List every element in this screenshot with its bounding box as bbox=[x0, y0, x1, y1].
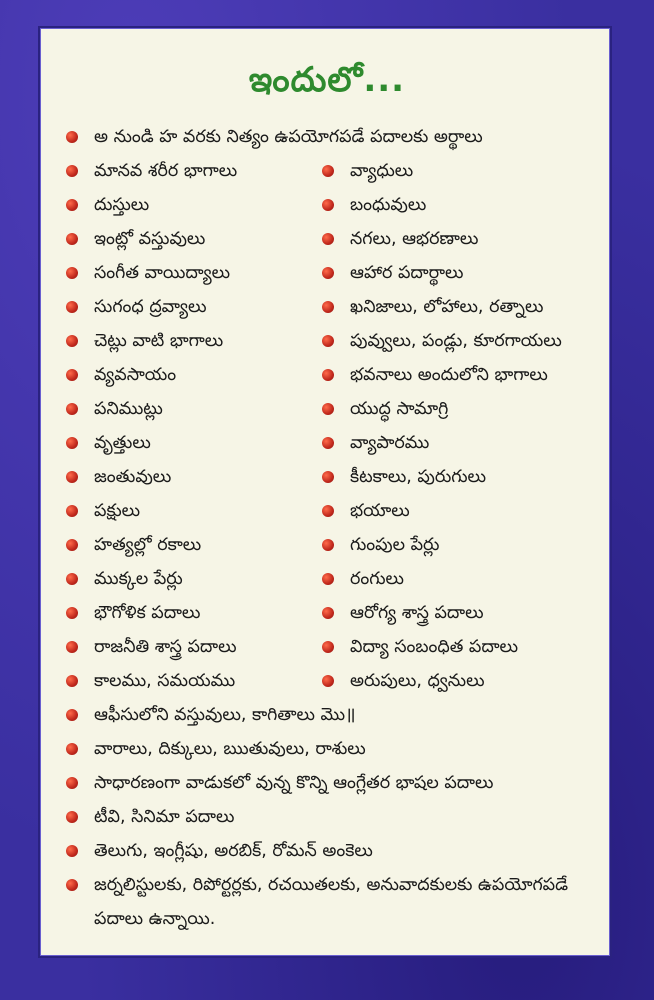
list-item-label: ముక్కల పేర్లు bbox=[94, 569, 183, 589]
list-item bbox=[66, 160, 237, 190]
list-item bbox=[322, 364, 548, 394]
list-item bbox=[322, 398, 448, 428]
list-item bbox=[322, 466, 486, 496]
bullet-icon bbox=[66, 845, 78, 857]
list-item-label: రాజనీతి శాస్త్ర పదాలు bbox=[94, 637, 237, 657]
bullet-icon bbox=[66, 471, 78, 483]
list-item bbox=[66, 738, 366, 768]
list-item bbox=[66, 262, 230, 292]
bullet-icon bbox=[66, 505, 78, 517]
list-item bbox=[66, 704, 356, 734]
bullet-icon bbox=[322, 539, 334, 551]
list-item-label: గుంపుల పేర్లు bbox=[350, 535, 440, 555]
bullet-icon bbox=[322, 437, 334, 449]
list-item bbox=[322, 330, 562, 360]
bullet-icon bbox=[66, 607, 78, 619]
bullet-icon bbox=[66, 675, 78, 687]
list-item bbox=[66, 636, 237, 666]
bullet-icon bbox=[66, 539, 78, 551]
list-item-label: ఖనిజాలు, లోహాలు, రత్నాలు bbox=[350, 297, 544, 317]
list-item-label: అరుపులు, ధ్వనులు bbox=[350, 671, 485, 691]
list-item-label: పక్షులు bbox=[94, 501, 141, 521]
bullet-icon bbox=[66, 165, 78, 177]
list-item bbox=[66, 874, 584, 944]
list-item bbox=[66, 296, 207, 326]
bullet-icon bbox=[66, 709, 78, 721]
bullet-icon bbox=[66, 811, 78, 823]
list-item bbox=[322, 262, 464, 292]
list-item bbox=[322, 432, 429, 462]
bullet-icon bbox=[322, 471, 334, 483]
list-item-label: పువ్వులు, పండ్లు, కూరగాయలు bbox=[350, 331, 562, 351]
list-item-label: సుగంధ ద్రవ్యాలు bbox=[94, 297, 207, 317]
bullet-icon bbox=[66, 267, 78, 279]
bullet-icon bbox=[66, 879, 78, 891]
bullet-icon bbox=[66, 233, 78, 245]
list-item bbox=[66, 126, 483, 156]
list-item-label: వ్యాధులు bbox=[350, 161, 414, 181]
list-item-label: నగలు, ఆభరణాలు bbox=[350, 229, 479, 249]
list-item-label: కాలము, సమయము bbox=[94, 671, 236, 691]
list-item-label: జంతువులు bbox=[94, 467, 172, 487]
list-item-label: రంగులు bbox=[350, 569, 404, 589]
list-item-label: భయాలు bbox=[350, 501, 410, 521]
list-item bbox=[322, 602, 484, 632]
bullet-icon bbox=[66, 743, 78, 755]
list-item-label: యుద్ధ సామాగ్రి bbox=[350, 399, 449, 419]
bullet-icon bbox=[322, 607, 334, 619]
list-item-label: దుస్తులు bbox=[94, 195, 150, 215]
list-item-label: భౌగోళిక పదాలు bbox=[94, 603, 201, 623]
list-item-label: హత్యల్లో రకాలు bbox=[94, 535, 202, 555]
bullet-icon bbox=[66, 335, 78, 347]
list-item-label: భవనాలు అందులోని భాగాలు bbox=[350, 365, 548, 385]
list-item-label: చెట్లు వాటి భాగాలు bbox=[94, 331, 224, 351]
list-item bbox=[66, 228, 205, 258]
list-item-label: తెలుగు, ఇంగ్లీషు, అరబిక్, రోమన్ అంకెలు bbox=[94, 841, 373, 861]
list-item bbox=[66, 772, 493, 802]
list-item bbox=[322, 670, 485, 700]
bullet-icon bbox=[322, 233, 334, 245]
list-item bbox=[66, 330, 223, 360]
list-item bbox=[66, 432, 151, 462]
list-item bbox=[322, 194, 426, 224]
list-item bbox=[66, 602, 200, 632]
bullet-icon bbox=[322, 369, 334, 381]
list-item bbox=[66, 840, 373, 870]
bullet-icon bbox=[66, 641, 78, 653]
list-item bbox=[66, 806, 234, 836]
bullet-icon bbox=[322, 199, 334, 211]
list-item-label: సంగీత వాయిద్యాలు bbox=[94, 263, 231, 283]
list-item bbox=[66, 568, 183, 598]
list-item-label: మానవ శరీర భాగాలు bbox=[94, 161, 238, 181]
list-item-label: వ్యవసాయం bbox=[94, 365, 177, 385]
list-item bbox=[322, 534, 439, 564]
bullet-icon bbox=[322, 165, 334, 177]
list-item bbox=[66, 398, 163, 428]
bullet-icon bbox=[322, 403, 334, 415]
list-item bbox=[322, 568, 404, 598]
list-item bbox=[322, 296, 543, 326]
list-item-label: విద్యా సంబంధిత పదాలు bbox=[350, 637, 519, 657]
list-item bbox=[322, 636, 518, 666]
list-item-label: వ్యాపారము bbox=[350, 433, 430, 453]
list-item-label: వారాలు, దిక్కులు, ఋతువులు, రాశులు bbox=[94, 739, 366, 759]
list-item-label: ఆహార పదార్థాలు bbox=[350, 263, 464, 283]
bullet-icon bbox=[322, 505, 334, 517]
list-item bbox=[66, 194, 149, 224]
bullet-icon bbox=[322, 301, 334, 313]
list-item-label: పనిముట్లు bbox=[94, 399, 163, 419]
list-item bbox=[66, 466, 171, 496]
list-item-label: ఇంట్లో వస్తువులు bbox=[94, 229, 206, 249]
list-item bbox=[66, 670, 235, 700]
bullet-icon bbox=[322, 335, 334, 347]
list-item-label: కీటకాలు, పురుగులు bbox=[350, 467, 487, 487]
bullet-icon bbox=[322, 641, 334, 653]
list-item bbox=[322, 500, 410, 530]
list-item bbox=[66, 500, 140, 530]
bullet-icon bbox=[322, 267, 334, 279]
bullet-icon bbox=[66, 369, 78, 381]
bullet-icon bbox=[66, 403, 78, 415]
list-item bbox=[66, 534, 201, 564]
bullet-icon bbox=[66, 437, 78, 449]
list-item-label: వృత్తులు bbox=[94, 433, 151, 453]
list-item bbox=[322, 160, 413, 190]
bullet-icon bbox=[66, 199, 78, 211]
bullet-icon bbox=[66, 777, 78, 789]
list-item bbox=[322, 228, 478, 258]
bullet-icon bbox=[322, 675, 334, 687]
bullet-icon bbox=[322, 573, 334, 585]
list-item-label: అ నుండి హ వరకు నిత్యం ఉపయోగపడే పదాలకు అర్థాలు bbox=[94, 127, 483, 147]
page-title: ఇందులో... bbox=[248, 60, 406, 100]
list-item-label: ఆఫీసులోని వస్తువులు, కాగితాలు మొ॥ bbox=[94, 705, 356, 725]
bullet-icon bbox=[66, 573, 78, 585]
list-item bbox=[66, 364, 176, 394]
list-item-label: టీవి, సినిమా పదాలు bbox=[94, 807, 235, 827]
list-item-label: ఆరోగ్య శాస్త్ర పదాలు bbox=[350, 603, 484, 623]
list-item-label: జర్నలిస్టులకు, రిపోర్టర్లకు, రచయితలకు, అనువాదకులకు ఉపయోగపడే పదాలు ఉన్నాయి. bbox=[94, 875, 569, 929]
list-item-label: బంధువులు bbox=[350, 195, 427, 215]
bullet-icon bbox=[66, 131, 78, 143]
bullet-icon bbox=[66, 301, 78, 313]
list-item-label: సాధారణంగా వాడుకలో వున్న కొన్ని ఆంగ్లేతర భాషల పదాలు bbox=[94, 773, 494, 793]
